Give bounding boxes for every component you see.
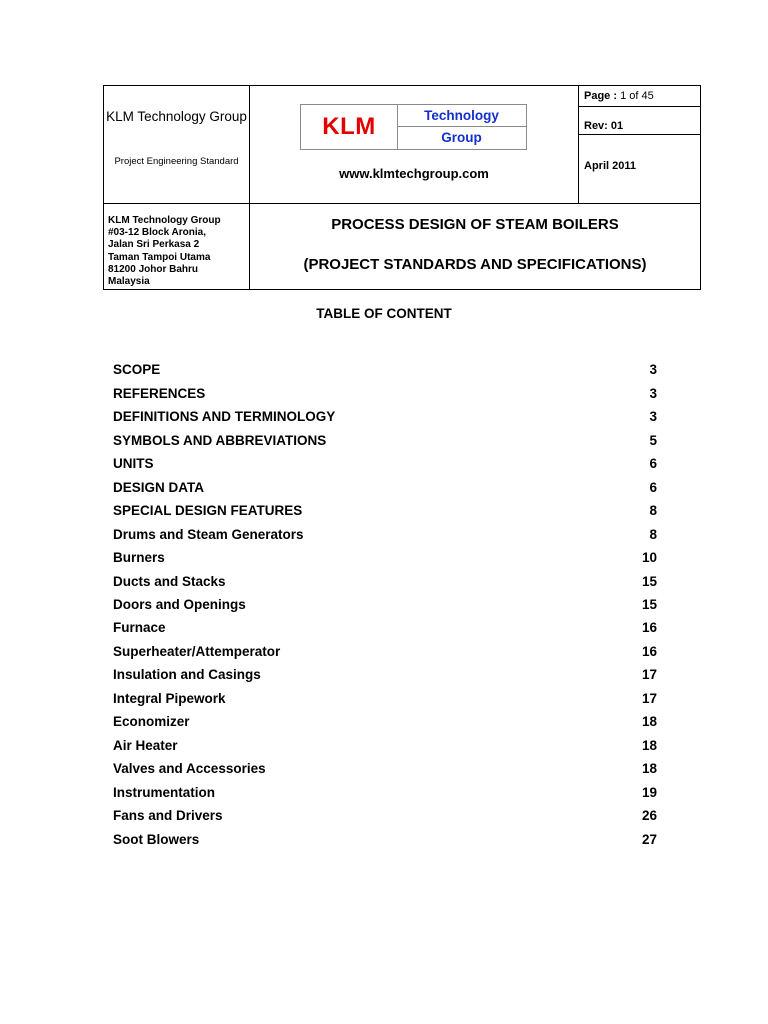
company-subtitle: Project Engineering Standard bbox=[114, 156, 239, 167]
toc-entry bbox=[113, 667, 657, 687]
header-divider bbox=[578, 86, 579, 204]
toc-entry-title: Superheater/Attemperator bbox=[113, 644, 281, 659]
toc-entry bbox=[113, 691, 657, 711]
toc-entry bbox=[113, 832, 657, 852]
company-name: KLM Technology Group bbox=[106, 109, 247, 124]
toc-entry bbox=[113, 362, 657, 382]
toc-entry bbox=[113, 714, 657, 734]
company-address bbox=[108, 215, 248, 288]
toc-entry bbox=[113, 597, 657, 617]
address-line: Taman Tampoi Utama bbox=[108, 251, 211, 263]
address-line: 81200 Johor Bahru bbox=[108, 263, 199, 275]
toc-entry-title: SCOPE bbox=[113, 362, 161, 377]
address-line: KLM Technology Group bbox=[108, 215, 221, 226]
toc-entry-title: Drums and Steam Generators bbox=[113, 527, 304, 542]
logo-technology-text: Technology bbox=[397, 105, 526, 127]
toc-entry bbox=[113, 503, 657, 523]
toc-entry-page: 8 bbox=[649, 527, 657, 542]
toc-entry-page: 3 bbox=[649, 386, 657, 401]
toc-entry bbox=[113, 456, 657, 476]
toc-entry-page: 18 bbox=[641, 738, 657, 753]
toc-entry-title: Air Heater bbox=[113, 738, 178, 753]
toc-entry-page: 6 bbox=[649, 480, 657, 495]
page-label: Page : bbox=[584, 90, 618, 102]
page-value: 1 of 45 bbox=[620, 90, 654, 102]
logo-right-block bbox=[397, 105, 526, 149]
logo-group-text: Group bbox=[441, 130, 482, 145]
document-title: PROCESS DESIGN OF STEAM BOILERS bbox=[331, 216, 619, 233]
document-header bbox=[103, 85, 701, 290]
toc-entry-title: Integral Pipework bbox=[113, 691, 226, 706]
toc-entry-title: SYMBOLS AND ABBREVIATIONS bbox=[113, 433, 327, 448]
issue-date: April 2011 bbox=[584, 160, 636, 172]
document-subtitle: (PROJECT STANDARDS AND SPECIFICATIONS) bbox=[303, 256, 647, 273]
address-line: Malaysia bbox=[108, 276, 150, 288]
revision: Rev: 01 bbox=[584, 120, 624, 132]
toc-entry-page: 5 bbox=[649, 433, 657, 448]
toc-heading: TABLE OF CONTENT bbox=[316, 306, 452, 321]
toc-entry-title: Insulation and Casings bbox=[113, 667, 261, 682]
toc-entry bbox=[113, 527, 657, 547]
toc-entry-page: 17 bbox=[641, 691, 657, 706]
toc-entry-page: 27 bbox=[641, 832, 657, 847]
toc-entry-title: SPECIAL DESIGN FEATURES bbox=[113, 503, 303, 518]
toc-entry-page: 17 bbox=[641, 667, 657, 682]
toc-entry-page: 15 bbox=[641, 574, 657, 589]
page-number bbox=[584, 90, 654, 102]
toc-entry bbox=[113, 761, 657, 781]
toc-entry-title: UNITS bbox=[113, 456, 154, 471]
toc-entry bbox=[113, 433, 657, 453]
toc-entry bbox=[113, 738, 657, 758]
address-line: Jalan Sri Perkasa 2 bbox=[108, 239, 200, 251]
toc-entry-title: Burners bbox=[113, 550, 165, 565]
toc-entry-page: 26 bbox=[641, 808, 657, 823]
address-line: #03-12 Block Aronia, bbox=[108, 227, 207, 239]
toc-entry bbox=[113, 644, 657, 664]
toc-entry-title: Furnace bbox=[113, 620, 166, 635]
toc-entry-title: Valves and Accessories bbox=[113, 761, 266, 776]
toc-entry bbox=[113, 574, 657, 594]
klm-logo bbox=[300, 104, 527, 150]
toc-entry-page: 18 bbox=[641, 761, 657, 776]
toc-entry-title: Ducts and Stacks bbox=[113, 574, 226, 589]
header-divider bbox=[104, 203, 700, 204]
header-divider bbox=[578, 134, 700, 135]
toc-entry-title: Economizer bbox=[113, 714, 190, 729]
logo-klm-text: KLM bbox=[301, 105, 398, 149]
toc-entry-page: 19 bbox=[641, 785, 657, 800]
toc-entry-page: 8 bbox=[649, 503, 657, 518]
toc-entry-title: REFERENCES bbox=[113, 386, 206, 401]
toc-entry bbox=[113, 620, 657, 640]
toc-entry bbox=[113, 550, 657, 570]
toc-entry-page: 3 bbox=[649, 362, 657, 377]
header-divider bbox=[578, 106, 700, 107]
toc-entry-title: DESIGN DATA bbox=[113, 480, 204, 495]
toc-entry bbox=[113, 808, 657, 828]
toc-entry bbox=[113, 386, 657, 406]
toc-entry-title: DEFINITIONS AND TERMINOLOGY bbox=[113, 409, 336, 424]
toc-entry-title: Instrumentation bbox=[113, 785, 216, 800]
toc-entry-page: 15 bbox=[641, 597, 657, 612]
toc-entry bbox=[113, 480, 657, 500]
toc-entry-page: 16 bbox=[641, 644, 657, 659]
toc-entry-title: Fans and Drivers bbox=[113, 808, 223, 823]
website-url: www.klmtechgroup.com bbox=[339, 166, 489, 181]
toc-entry-page: 3 bbox=[649, 409, 657, 424]
toc-entry-title: Doors and Openings bbox=[113, 597, 246, 612]
toc-entry-page: 16 bbox=[641, 620, 657, 635]
toc-entry-page: 6 bbox=[649, 456, 657, 471]
toc-entry bbox=[113, 785, 657, 805]
toc-entry bbox=[113, 409, 657, 429]
toc-entry-title: Soot Blowers bbox=[113, 832, 200, 847]
toc-entry-page: 10 bbox=[641, 550, 657, 565]
toc-entry-page: 18 bbox=[641, 714, 657, 729]
